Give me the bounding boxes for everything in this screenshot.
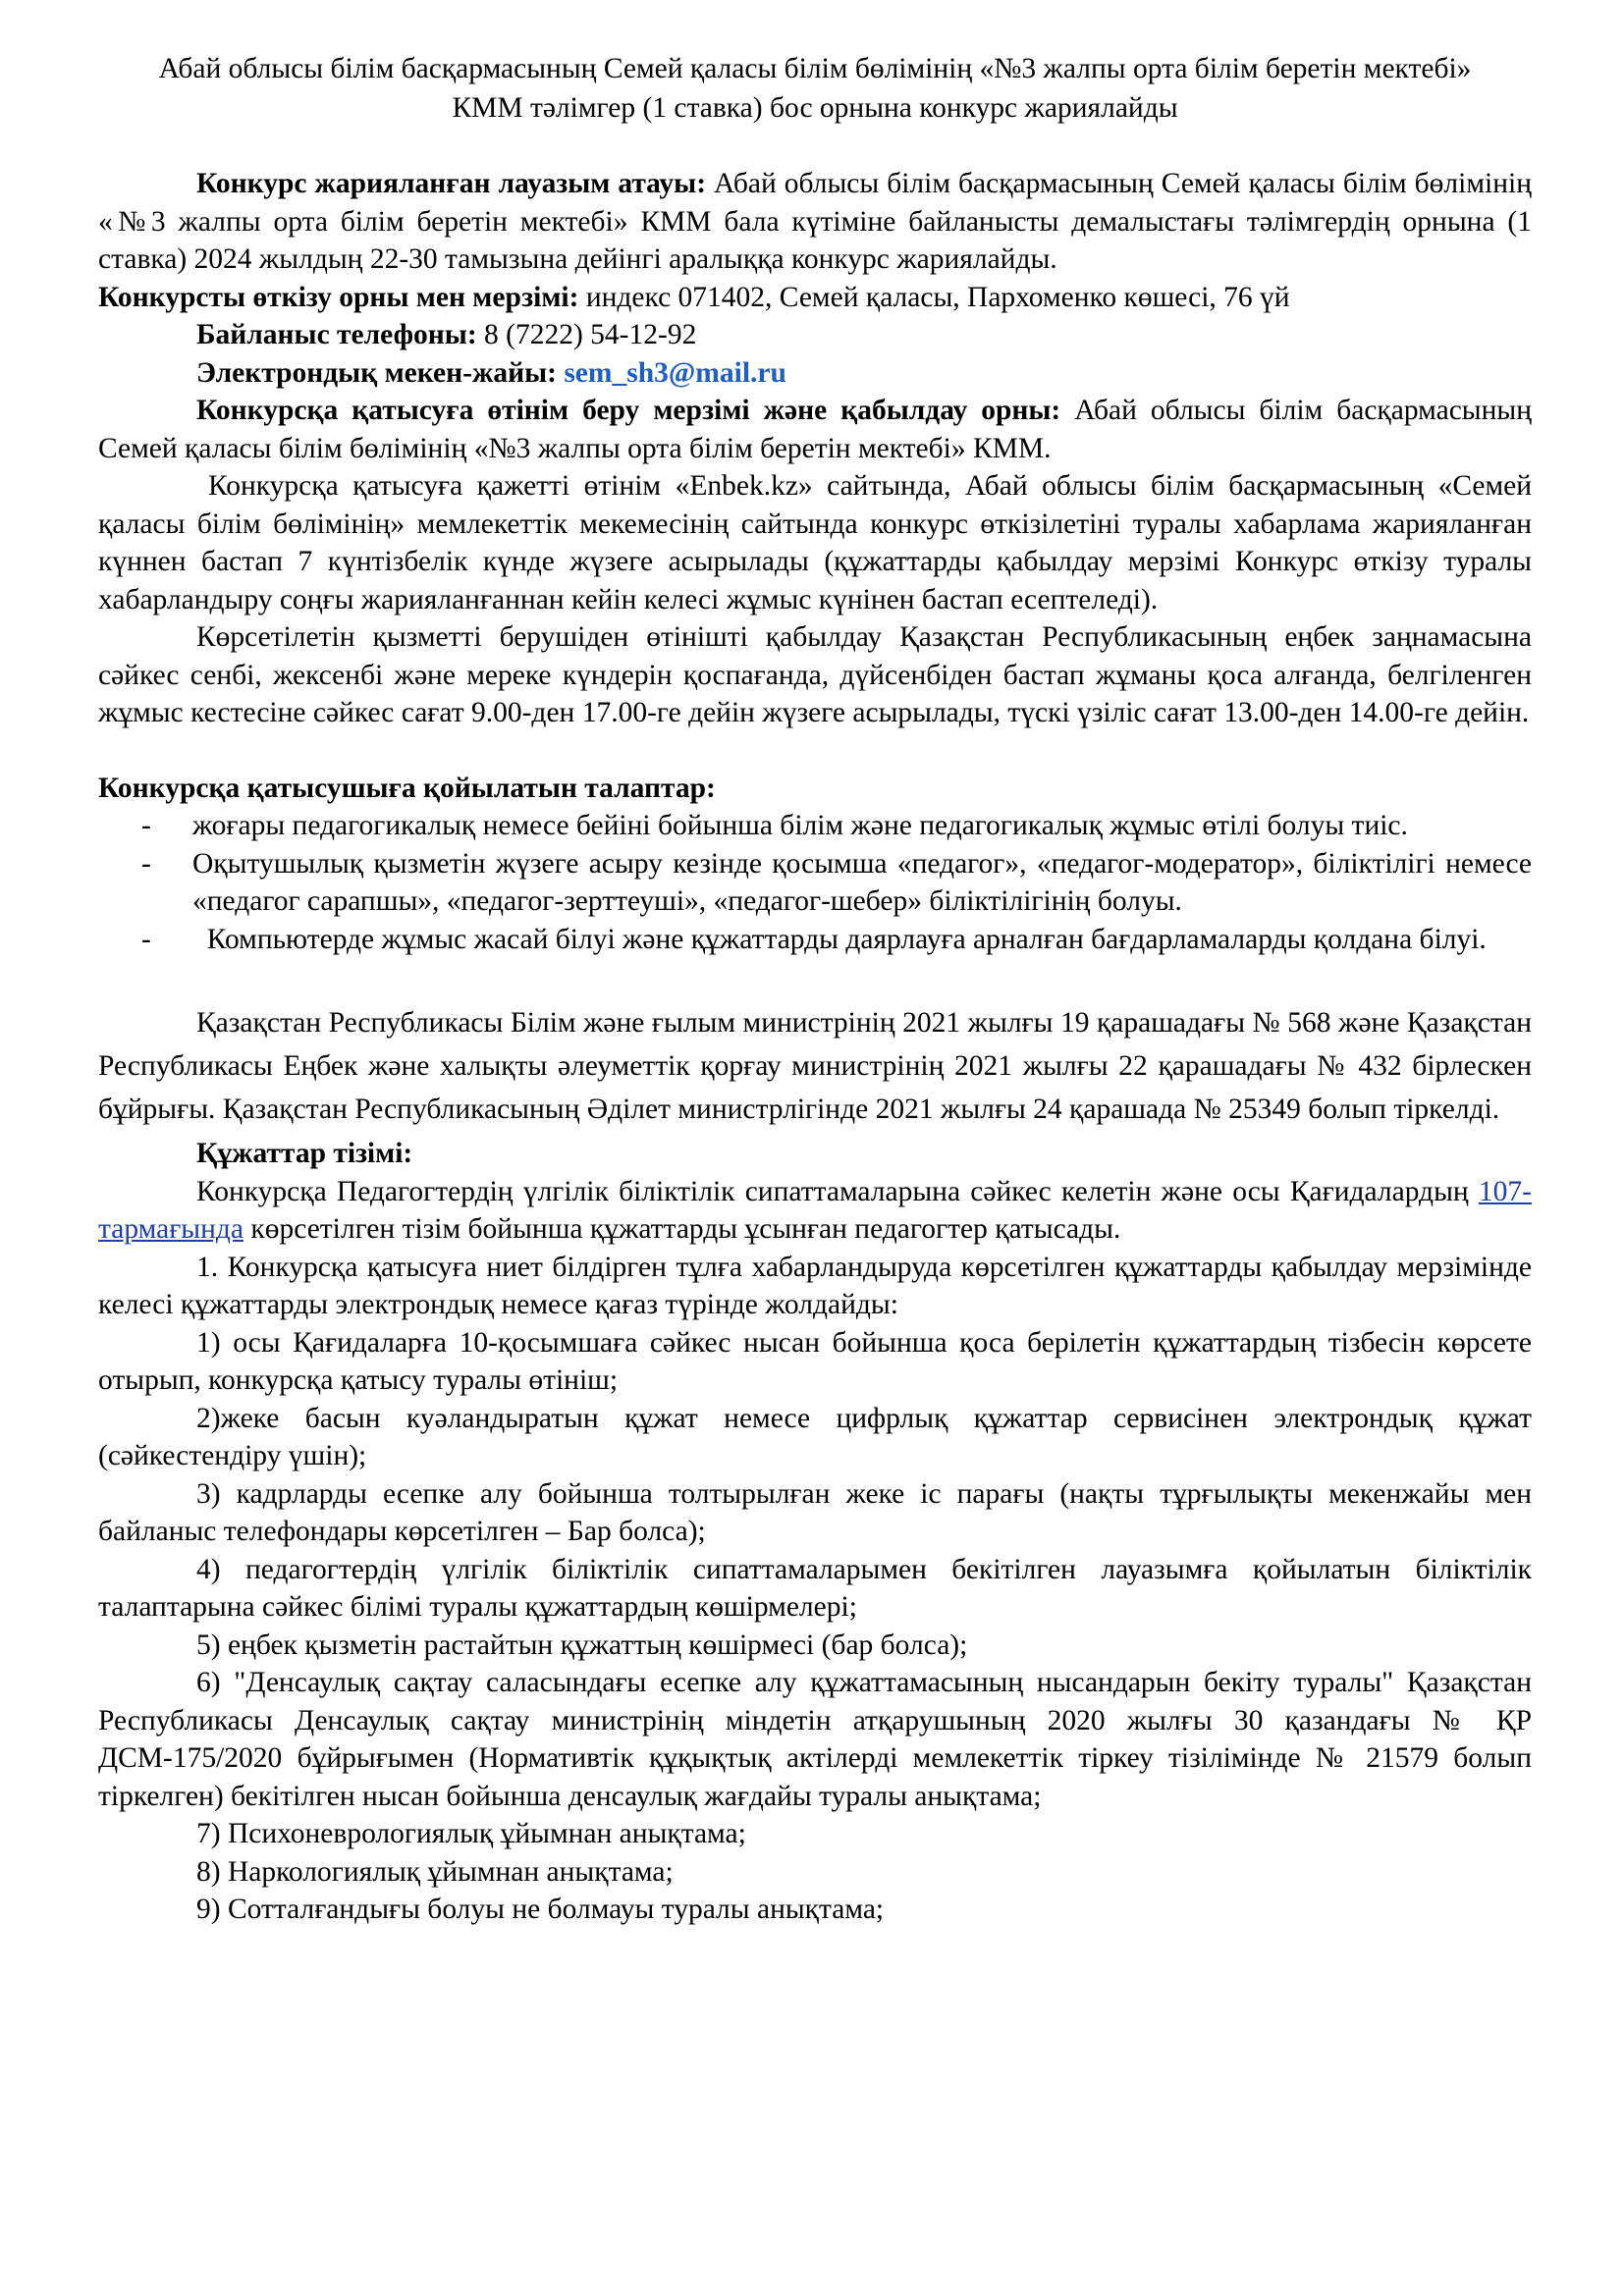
dash-marker: -: [141, 923, 151, 955]
position-paragraph: [98, 165, 1532, 279]
position-label: Конкурс жарияланған лауазым атауы:: [196, 168, 707, 199]
requirement-text: жоғары педагогикалық немесе бейіні бойынша білім және педагогикалық жұмыс өтілі болуы тиіс.: [192, 810, 1408, 841]
document-title: Абай облысы білім басқармасының Семей қаласы білім бөлімінің «№3 жалпы орта білім беретін мектебі» КММ тәлімгер (1 ставка) бос орнына конкурс жариялайды: [158, 53, 1472, 124]
dash-marker: -: [141, 847, 151, 880]
document-sub-item: 5) еңбек қызметін растайтын құжаттың көшірмесі (бар болса);: [196, 1629, 968, 1661]
document-sub-item: 6) "Денсаулық сақтау саласындағы есепке алу құжаттамасының нысандарын бекіту туралы" Қазақстан Республикасы Денсаулық сақтау министрінің міндетін атқарушының 2020 жылғы 30 қазандағы № ҚР ДСМ-175/2020 бұйрығымен (Нормативтік құқықтық актілерді мемлекеттік тіркеу тізілімінде № 21579 болып тіркелген) бекітілген нысан бойынша денсаулық жағдайы туралы анықтама;: [98, 1667, 1532, 1812]
phone-text: 8 (7222) 54-12-92: [484, 319, 697, 350]
documents-item-1: 1. Конкурсқа қатысуға ниет білдірген тұлға хабарландыруда көрсетілген құжаттарды қабылдау мерзімінде келесі құжаттарды электрондық немесе қағаз түрінде жолдайды:: [98, 1251, 1532, 1320]
document-sub-item: 7) Психоневрологиялық ұйымнан анықтама;: [196, 1818, 746, 1849]
application-label: Конкурсқа қатысуға өтінім беру мерзімі және қабылдау орны:: [196, 395, 1061, 426]
position-text: Абай облысы білім басқармасының Семей қаласы білім бөлімінің «№3 жалпы орта білім беретін мектебі» КММ бала күтіміне байланысты демалыстағы тәлімгердің орнына (1 ставка) 2024 жылдың 22-30 тамызына дейінгі аралыққа конкурс жариялайды.: [98, 168, 1532, 275]
venue-paragraph: [98, 279, 1532, 317]
venue-text: индекс 071402, Семей қаласы, Пархоменко көшесі, 76 үй: [585, 281, 1290, 313]
spacer: [98, 958, 1532, 1001]
requirement-item: [98, 807, 1532, 845]
documents-intro-end: көрсетілген тізім бойынша құжаттарды ұсынған педагогтер қатысады.: [244, 1213, 1121, 1245]
email-paragraph: [98, 354, 1532, 393]
document-sub-item: 4) педагогтердің үлгілік біліктілік сипаттамаларымен бекітілген лауазымға қойылатын біліктілік талаптарына сәйкес білімі туралы құжаттардың көшірмелері;: [98, 1553, 1532, 1623]
document-sub-item: 9) Сотталғандығы болуы не болмауы туралы анықтама;: [196, 1894, 885, 1925]
spacer: [98, 732, 1532, 770]
enbek-paragraph: Конкурсқа қатысуға қажетті өтінім «Enbek.kz» сайтында, Абай облысы білім басқармасының «Семей қаласы білім бөлімінің» мемлекеттік мекемесінің сайтында конкурс өткізілетіні туралы хабарлама жарияланған күннен бастап 7 күнтізбелік күнде жүзеге асырылады (құжаттарды қабылдау мерзімі Конкурс өткізу туралы хабарландыру соңғы жарияланғаннан кейін келесі жұмыс күнінен бастап есептеледі).: [98, 470, 1532, 615]
email-link[interactable]: sem_sh3@mail.ru: [564, 356, 786, 389]
requirement-text: Компьютерде жұмыс жасай білуі және құжаттарды даярлауға арналған бағдарламаларды қолдана білуі.: [192, 923, 1487, 955]
document-sub-item: 1) осы Қағидаларға 10-қосымшаға сәйкес нысан бойынша қоса берілетін құжаттардың тізбесін көрсете отырып, конкурсқа қатысу туралы өтініш;: [98, 1326, 1532, 1396]
order-paragraph: Қазақстан Республикасы Білім және ғылым министрінің 2021 жылғы 19 қарашадағы № 568 және Қазақстан Республикасы Еңбек және халықты әлеуметтік қорғау министрінің 2021 жылғы 22 қарашадағы № 432 бірлескен бұйрығы. Қазақстан Республикасының Әділет министрлігінде 2021 жылғы 24 қарашада № 25349 болып тіркелді.: [98, 1007, 1532, 1125]
application-paragraph: [98, 392, 1532, 467]
document-sub-item: 3) кадрларды есепке алу бойынша толтырылған жеке іс парағы (нақты тұрғылықты мекенжайы мен байланыс телефондары көрсетілген – Бар болса);: [98, 1477, 1532, 1547]
venue-label: Конкурсты өткізу орны мен мерзімі:: [98, 281, 579, 313]
phone-paragraph: [98, 316, 1532, 354]
requirement-item: [98, 921, 1532, 959]
requirement-item: [98, 845, 1532, 921]
dash-marker: -: [141, 810, 151, 841]
application-text: Абай облысы білім басқармасының Семей қаласы білім бөлімінің «№3 жалпы орта білім беретін мектебі» КММ.: [98, 395, 1533, 464]
email-label: Электрондық мекен-жайы:: [196, 356, 557, 389]
requirements-heading: Конкурсқа қатысушыға қойылатын талаптар:: [98, 772, 716, 804]
phone-label: Байланыс телефоны:: [196, 319, 477, 350]
requirement-text: Оқытушылық қызметін жүзеге асыру кезінде қосымша «педагог», «педагог-модератор», біліктілігі немесе «педагог сарапшы», «педагог-зерттеуші», «педагог-шебер» біліктілігінің болуы.: [192, 847, 1532, 917]
documents-heading: Құжаттар тізімі:: [196, 1138, 413, 1169]
documents-intro: [98, 1173, 1532, 1249]
requirements-list: [98, 807, 1532, 958]
document-sub-item: 8) Наркологиялық ұйымнан анықтама;: [196, 1855, 674, 1888]
documents-intro-start: Конкурсқа Педагогтердің үлгілік біліктілік сипаттамаларына сәйкес келетін және осы Қағидалардың: [196, 1175, 1479, 1207]
paragraph-107-link[interactable]: 107-тармағында: [98, 1175, 1532, 1245]
document-sub-item: 2)жеке басын куәландыратын құжат немесе цифрлық құжаттар сервисінен электрондық құжат (сәйкестендіру үшін);: [98, 1402, 1532, 1471]
schedule-paragraph: Көрсетілетін қызметті берушіден өтінішті қабылдау Қазақстан Республикасының еңбек заңнамасына сәйкес сенбі, жексенбі және мереке күндерін қоспағанда, дүйсенбіден бастап жұманы қоса алғанда, белгіленген жұмыс кестесіне сәйкес сағат 9.00-ден 17.00-ге дейін жүзеге асырылады, түскі үзіліс сағат 13.00-ден 14.00-ге дейін.: [98, 621, 1532, 728]
